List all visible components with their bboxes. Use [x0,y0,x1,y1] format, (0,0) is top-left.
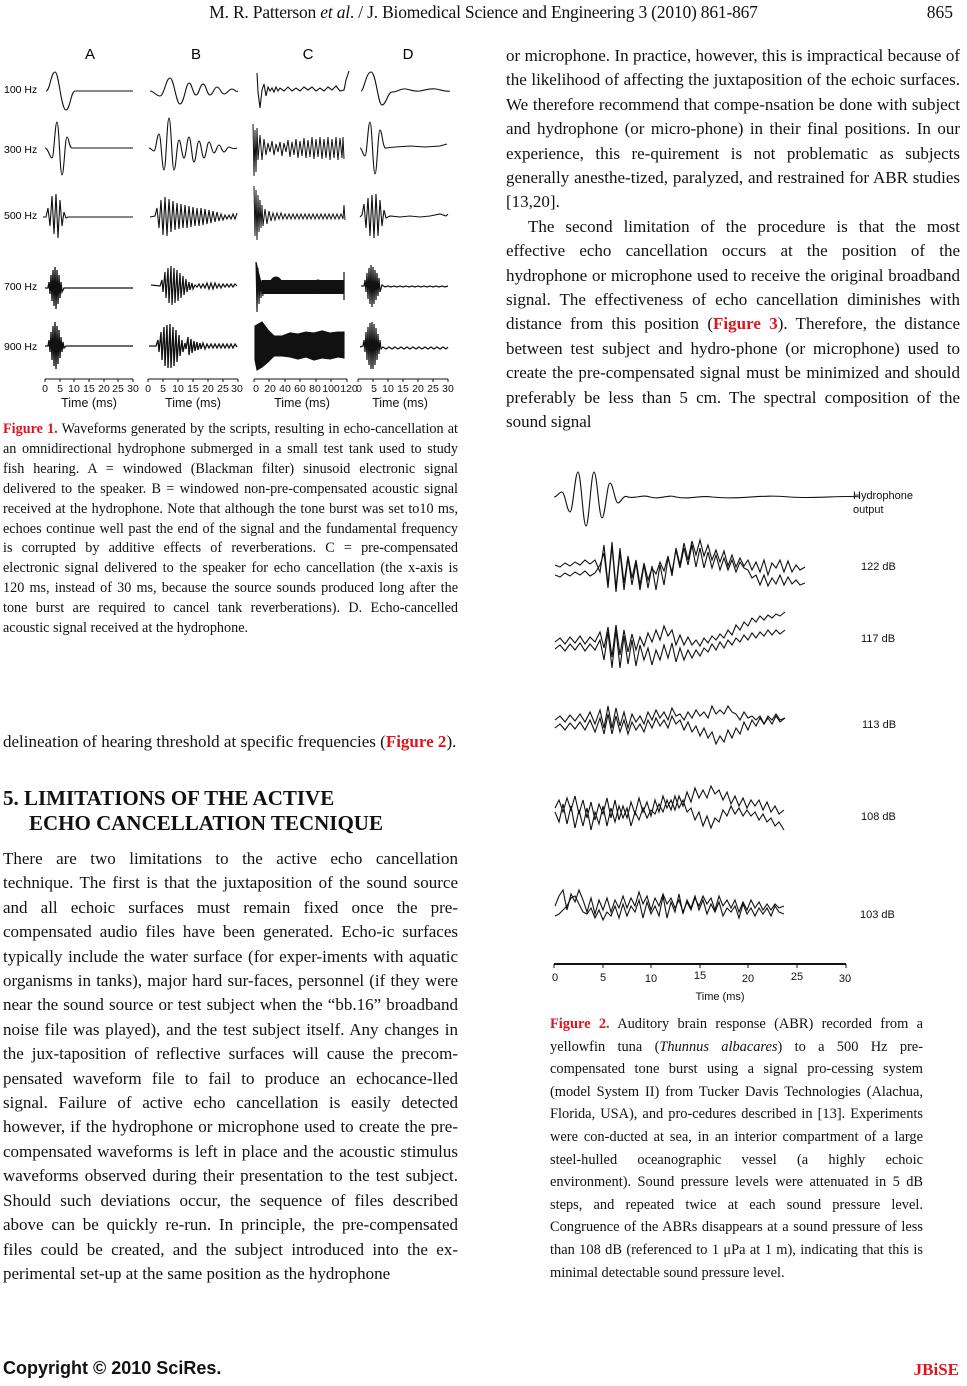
fig1-xlabel-a: Time (ms) [61,396,117,410]
fig1-xlabel-b: Time (ms) [165,396,221,410]
trace-122db-b [555,545,805,592]
trace-b-500 [150,197,237,236]
fig2-trace-labels [853,490,913,921]
svg-text:0: 0 [145,383,151,395]
svg-text:80: 80 [309,383,321,395]
trace-a-300 [45,122,133,175]
svg-text:15: 15 [693,970,707,982]
svg-text:0: 0 [356,383,362,395]
svg-text:15: 15 [187,383,199,395]
journal-abbreviation: JBiSE [913,1360,959,1379]
svg-text:30: 30 [231,383,243,395]
page-number: 865 [926,2,953,22]
fig1-col-label-a: A [84,46,96,63]
fig1-row-label-500hz: 500 Hz [4,210,38,222]
trace-hydrophone [554,472,860,526]
trace-d-700 [361,265,448,307]
svg-text:5: 5 [57,383,63,395]
svg-text:0: 0 [551,972,559,984]
label-108db: 108 dB [861,811,896,823]
svg-text:5: 5 [599,972,607,984]
left-continued-paragraph: delineation of hearing threshold at specific frequencies (Figure 2). [3,732,457,751]
label-hydrophone: Hydrophone [853,490,913,502]
figure-2-caption: Figure 2. Auditory brain response (ABR) recorded from a yellowfin tuna (Thunnus albacares) to a 500 Hz pre-compensated tone burst using a signal pro-cessing system (model System II) from Tucker Davis Technologies (Alachua, Florida, USA), and pro-cedures described in [13]. Experiments were con-ducted at sea, in an interior compartment of a large steel-hulled oceanographic vessel (a highly echoic environment). Sound pressure levels were attenuated in 5 dB steps, and repeated twice at each sound pressure level. Congruence of the ABRs disappears at a sound pressure of less than 108 dB (referenced to 1 μPa at 1 m), indicating that this is minimal detectable sound pressure level. [550,1016,923,1281]
svg-text:10: 10 [382,383,394,395]
label-103db: 103 dB [860,909,895,921]
label-output: output [853,504,884,516]
svg-text:25: 25 [112,383,124,395]
svg-text:120: 120 [340,383,358,395]
trace-d-500 [360,194,448,238]
svg-text:20: 20 [98,383,110,395]
svg-text:0: 0 [253,383,259,395]
label-117db: 117 dB [861,633,896,645]
trace-d-300 [360,122,447,174]
trace-b-300 [149,118,237,170]
running-header [0,0,967,26]
section-paragraph: There are two limitations to the active echo cancellation technique. The first is that the juxtaposition of the sound source and all echoic surfaces must remain fixed once the pre-compensated audio files have been generated. Echo-ic surfaces typically include the water surface (for exper-iments with aquatic organisms in tanks), major hard sur-faces, personnel (if they were near the sound source or test subject when the “bb.16” broadband noise file was played), and the test subject itself. Any changes in the jux-taposition of reflective surfaces will cause the precom-pensated waveform file to fail to produce an echocance-lled signal. Failure of active echo cancellation is easily detected however, if the hydrophone or microphone used to create the pre-compensated waveforms is left in place and the acoustic stimulus waveforms observed during their presentation to the test subject. Should such deviations occur, the sequence of files described above can be quickly re-run. In principle, the pre-compensated files could be created, and the subject introduced into the ex-perimental set-up at the same position as the hydrophone [3,849,458,1283]
right-paragraph-2: The second limitation of the procedure is that the most effective echo cancellation occurs at the position of the hydrophone or microphone used to receive the original broadband signal. The effectiveness of echo cancellation diminishes with distance from this position (Figure 3). Therefore, the distance between test subject and hydro-phone (or microphone) used to create the pre-compensated signal must be minimized and should preferably be less than 5 cm. The spectral composition of the sound signal [506,216,960,432]
fig1-col-label-c: C [302,46,314,63]
fig1-xlabel-c: Time (ms) [274,396,330,410]
fig1-row-label-900hz: 900 Hz [4,341,38,353]
fig1-xlabels [61,396,428,410]
fig1-col-label-d: D [402,46,414,63]
trace-c-500 [254,186,345,240]
svg-text:20: 20 [412,383,424,395]
svg-text:100: 100 [322,383,340,395]
figure-1-label: Figure 1. [3,421,58,437]
fig1-axes [45,379,448,382]
page-footer [0,1358,967,1386]
fig2-x-axis [554,964,846,968]
fig1-row-label-100hz: 100 Hz [4,84,38,96]
figure-2-abr-traces [540,470,940,1010]
trace-c-900 [255,322,344,370]
et-al: et al [320,2,350,22]
svg-text:25: 25 [790,971,804,983]
fig1-row-label-700hz: 700 Hz [4,281,38,293]
trace-b-100 [150,78,238,104]
running-title: M. R. Patterson et al. / J. Biomedical Science and Engineering 3 (2010) 861-867 [209,2,758,22]
trace-113db-b [555,714,785,744]
trace-d-900 [360,322,448,369]
trace-a-900 [45,322,133,369]
trace-103db-b [555,894,784,920]
svg-text:40: 40 [279,383,291,395]
fig1-traces [43,71,450,370]
svg-text:15: 15 [397,383,409,395]
figure-2-reference-link[interactable]: Figure 2 [385,732,447,751]
svg-text:10: 10 [644,973,658,985]
svg-text:20: 20 [264,383,276,395]
svg-text:30: 30 [442,383,454,395]
fig2-xlabel: Time (ms) [695,991,745,1003]
label-122db: 122 dB [861,561,896,573]
svg-text:5: 5 [371,383,377,395]
svg-text:10: 10 [172,383,184,395]
fig1-row-label-300hz: 300 Hz [4,144,38,156]
trace-108db-b [555,796,784,830]
trace-c-100 [257,71,349,108]
right-paragraph-1: or microphone. In practice, however, this is impractical because of the likelihood of affecting the juxtaposition of the echoic surfaces. We therefore recommend that compe-nsation be done with subject and hydrophone (or micro-phone) in their final positions. In our experience, this re-quirement is not problematic as subjects generally anesthe-tized, paralyzed, and restrained for ABR studies [13,20]. [506,46,960,212]
trace-122db-a [555,540,805,588]
trace-d-100 [361,72,450,105]
label-113db: 113 dB [862,719,897,731]
trace-c-300 [253,124,344,176]
svg-text:5: 5 [160,383,166,395]
trace-a-100 [46,72,133,110]
svg-text:30: 30 [127,383,139,395]
trace-117db-b [555,630,785,668]
svg-text:15: 15 [83,383,95,395]
svg-text:25: 25 [217,383,229,395]
section-heading: 5. LIMITATIONS OF THE ACTIVE ECHO CANCELLATION TECNIQUE [3,786,383,835]
svg-text:20: 20 [202,383,214,395]
figure-1-caption: Figure 1. Waveforms generated by the scripts, resulting in echo-cancellation at an omnidirectional hydrophone submerged in a small test tank used to study fish hearing. A = windowed (Blackman filter) sinusoid electronic signal delivered to the speaker. B = windowed non-pre-compensated acoustic signal received at the hydrophone. Note that although the tone burst was set to10 ms, echoes continue well past the end of the signal and the fundamental frequency is corrupted by additive effects of reverberations. C = pre-compensated electronic signal delivered to the speaker for echo cancellation (the x-axis is 120 ms, instead of 30 ms, because the source sounds produced long after the tone burst are required to cancel tank reverberations). D. Echo-cancelled acoustic signal received at the hydrophone. [3,421,458,637]
copyright-notice: Copyright © 2010 SciRes. [3,1358,222,1378]
fig2-tick-labels [552,970,851,985]
trace-b-900 [149,324,237,368]
svg-text:20: 20 [741,973,755,985]
svg-text:60: 60 [294,383,306,395]
fig1-xlabel-d: Time (ms) [372,396,428,410]
fig1-col-label-b: B [190,46,202,63]
figure-3-reference-link[interactable]: Figure 3 [713,314,778,334]
fig1-tick-labels [42,383,454,395]
species-name: Thunnus albacares [659,1038,778,1055]
figure-2-label: Figure 2. [550,1016,610,1032]
trace-a-700 [45,267,133,309]
right-column-text [506,44,960,435]
svg-text:30: 30 [838,973,852,985]
svg-text:25: 25 [427,383,439,395]
figure-1-waveform-grid [0,40,460,410]
trace-a-500 [43,194,133,238]
svg-text:0: 0 [42,383,48,395]
svg-text:10: 10 [68,383,80,395]
trace-b-700 [151,266,237,305]
